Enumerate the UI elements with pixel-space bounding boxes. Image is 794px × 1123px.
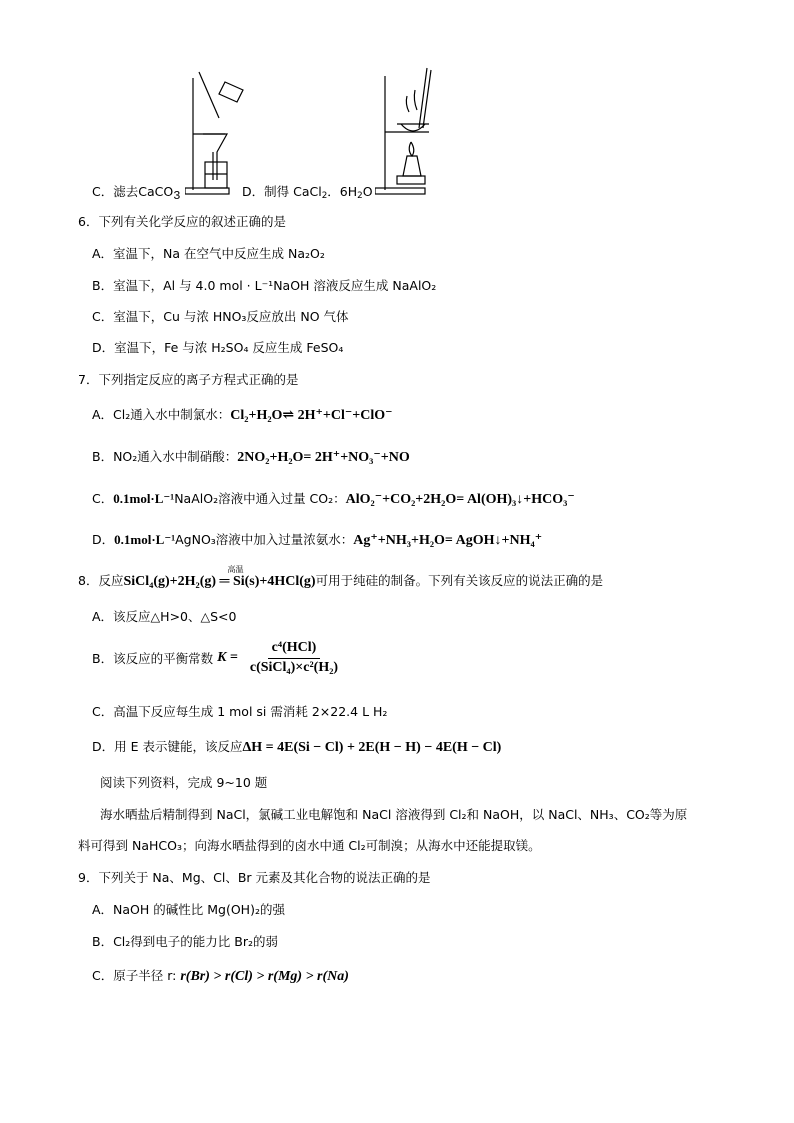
option-8a: A．该反应△H>0、△S<0 [92,609,237,624]
option-9b: B．Cl₂得到电子的能力比 Br₂的弱 [92,934,278,949]
option-9a: A．NaOH 的碱性比 Mg(OH)₂的强 [92,902,285,917]
evaporation-apparatus-illustration [375,66,450,198]
option-6b: B．室温下，Al 与 4.0 mol · L⁻¹NaOH 溶液反应生成 NaAlO₂ [92,278,437,293]
option-6d: D．室温下，Fe 与浓 H₂SO₄ 反应生成 FeSO₄ [92,340,344,355]
option-8b: B．该反应的平衡常数 K = $\frac{\text{c⁴(HCl)}}{\text{c(SiCl₄)×c²(H₂)}}$ [92,640,342,677]
option-5d: D．制得 CaCl$_2$．$6H_2O$ [242,184,373,202]
equilibrium-constant-fraction: $\frac{\text{c⁴(HCl)}}{\text{c(SiCl₄)×c²(H₂)}}$ [249,640,339,675]
option-6c: C．室温下，Cu 与浓 HNO₃反应放出 NO 气体 [92,309,349,324]
reading-intro: 阅读下列资料，完成 9~10 题 [100,775,268,790]
question-7-stem: 7．下列指定反应的离子方程式正确的是 [78,372,299,387]
option-5c: C．滤去CaCO$_3$ [92,184,181,203]
ionic-equation-7b: 2NO₂+H₂O= 2H⁺+NO₃⁻+NO [237,450,410,465]
option-6a: A．室温下，Na 在空气中反应生成 Na₂O₂ [92,246,325,261]
ionic-equation-7a: Cl₂+H₂O⇌ 2H⁺+Cl⁻+ClO⁻ [230,408,393,423]
question-9-stem: 9．下列关于 Na、Mg、Cl、Br 元素及其化合物的说法正确的是 [78,870,431,885]
enthalpy-equation: ΔH = 4E(Si − Cl) + 2E(H − H) − 4E(H − Cl) [242,740,502,755]
option-8c: C．高温下反应每生成 1 mol si 需消耗 2×22.4 L H₂ [92,704,388,719]
reaction-equation: SiCl₄(g)+2H₂(g) ═ Si(s)+4HCl(g) 高温 [123,565,316,589]
atomic-radius-comparison: r(Br) > r(Cl) > r(Mg) > r(Na) [180,969,349,984]
reaction-condition: 高温 [227,565,244,574]
option-7a: A．Cl₂通入水中制氯水：Cl₂+H₂O⇌ 2H⁺+Cl⁻+ClO⁻ [92,407,393,423]
option-7b: B．NO₂通入水中制硝酸：2NO₂+H₂O= 2H⁺+NO₃⁻+NO [92,449,410,465]
option-9c: C．原子半径 r: r(Br) > r(Cl) > r(Mg) > r(Na) [92,968,349,984]
option-8d: D．用 E 表示键能，该反应ΔH = 4E(Si − Cl) + 2E(H − H) − 4E(H − Cl) [92,739,502,755]
reading-paragraph-line-1: 海水晒盐后精制得到 NaCl，氯碱工业电解饱和 NaCl 溶液得到 Cl₂和 NaOH，以 NaCl、NH₃、CO₂等为原 [100,807,688,822]
question-8-stem: 8．反应SiCl₄(g)+2H₂(g) ═ Si(s)+4HCl(g) 高温 可用于纯硅的制备。下列有关该反应的说法正确的是 [78,565,604,589]
filtration-apparatus-illustration [185,68,250,198]
reading-paragraph-line-2: 料可得到 NaHCO₃；向海水晒盐得到的卤水中通 Cl₂可制溴；从海水中还能提取镁。 [78,838,541,853]
ionic-equation-7c: AlO₂⁻+CO₂+2H₂O= Al(OH)₃↓+HCO₃⁻ [345,492,575,507]
ionic-equation-7d: Ag⁺+NH₃+H₂O= AgOH↓+NH₄⁺ [353,533,543,548]
option-7d: D．0.1mol·L⁻¹AgNO₃溶液中加入过量浓氨水：Ag⁺+NH₃+H₂O= AgOH↓+NH₄⁺ [92,532,543,548]
option-7c: C．0.1mol·L⁻¹NaAlO₂溶液中通入过量 CO₂：AlO₂⁻+CO₂+2H₂O= Al(OH)₃↓+HCO₃⁻ [92,491,575,507]
question-6-stem: 6．下列有关化学反应的叙述正确的是 [78,214,286,229]
